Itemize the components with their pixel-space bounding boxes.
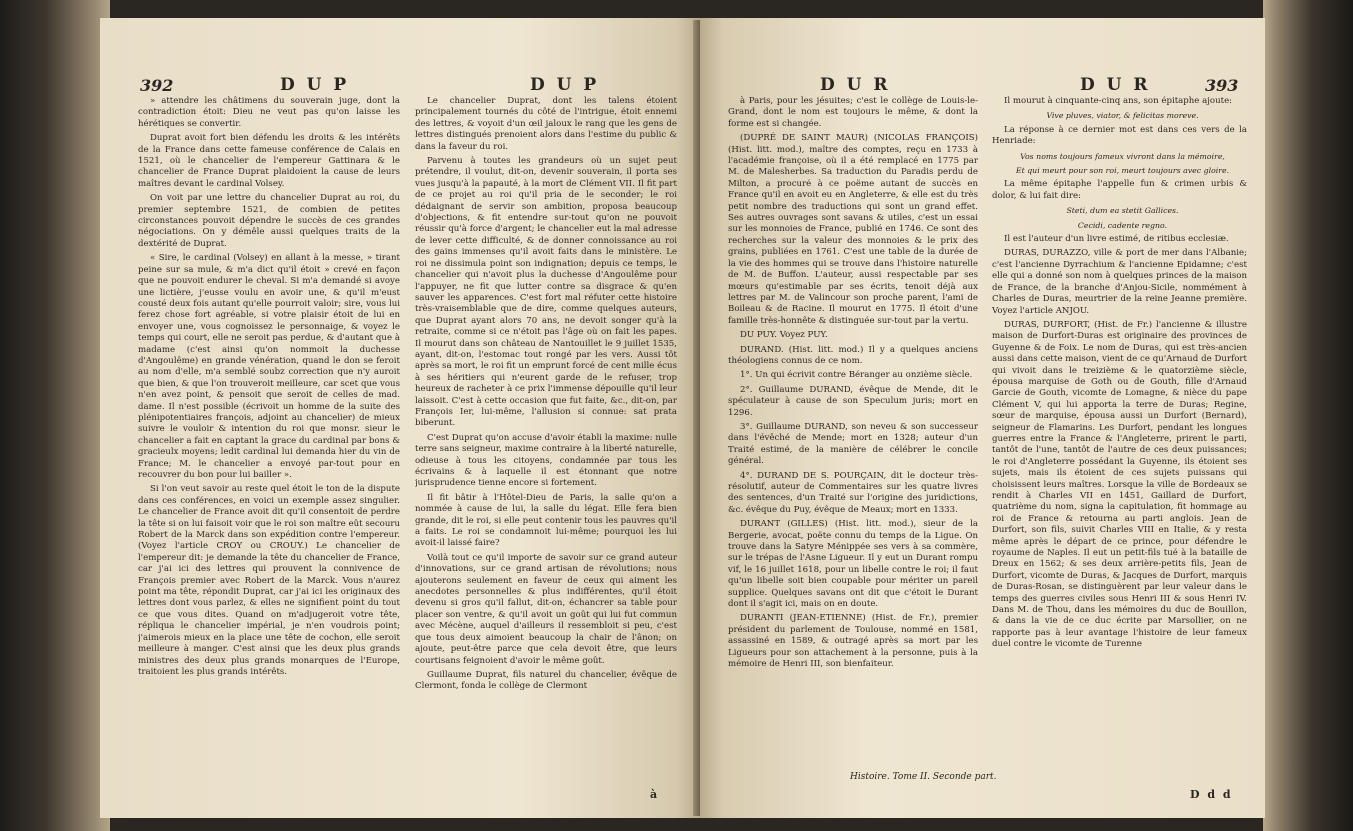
running-head-left: D U R [820, 75, 891, 95]
paragraph: « Sire, le cardinal (Volsey) en allant à la messe, » tirant peine sur sa mule, & m'a dict qu'il étoit » crevé en façon que ne pouvoit endurer le cheval. Si m'a demandé si avoye une lictière, j'eusse voulu en avoir une, & qu'il m'eust cousté deux fois autant qu'elle pourroit valoir; sire, vous lui ferez chose fort agréable, si votre plaisir étoit de lui en envoyer une, vous cognoissez le personnaige, & voyez le temps qui court, elle ne seroit pas perdue, & d'autant que à madame (c'est ainsi qu'on nommoit la duchesse d'Angoulême) en grande vénération, quand le don se feroit au nom d'elle, m'a semblé soubz correction que n'y auroit que bien, & que l'on trouveroit meilleure, car scet que vous n'en avez point, & pensoit que seroit de celles de mad. dame. Il n'est possible (écrivoit un homme de la suite des plénipotentiaires françois, adjoint au chancelier) de mieux suivre le vouloir & intention du roi que monsr. sieur le chancelier a fait en captant la grace du cardinal par bons & gracieulx moyens; ledit cardinal lui demanda hier du vin de France; M. le chancelier a envoyé par-tout pour en recouvrer du bon pour lui bailler ». [138, 253, 400, 480]
paragraph: On voit par une lettre du chancelier Duprat au roi, du premier septembre 1521, de combien de petites circonstances pouvoit dépendre le succès de ces grandes négociations. On y démêle aussi quelques traits de la dextérité de Duprat. [138, 193, 400, 249]
paragraph: Duprat avoit fort bien défendu les droits & les intérêts de la France dans cette fameuse conférence de Calais en 1521, où le chancelier de l'empereur Gattinara & le chancelier de France Duprat plaidoient la cause de leurs maîtres devant le cardinal Volsey. [138, 133, 400, 189]
paragraph: Il fit bâtir à l'Hôtel-Dieu de Paris, la salle qu'on a nommée à cause de lui, la salle du légat. Elle fera bien grande, dit le roi, si elle peut contenir tous les pauvres qu'il a faits. Le roi se condamnoit lui-même; pourquoi les lui avoit-il laissé faire? [415, 492, 677, 549]
page-number: 392 [140, 76, 174, 95]
paragraph: DURAS, DURFORT, (Hist. de Fr.) l'ancienne & illustre maison de Durfort-Duras est originaire des provinces de Guyenne & de Foix. Le nom de Duras, qui est très-ancien aussi dans cette maison, vient de ce qu'Arnaud de Durfort qui vivoit dans le treizième & le quatorzième siècle, épousa marquise de Goth ou de Gouth, fille d'Arnaud Garcie de Gouth, vicomte de Lomagne, & nièce du pape Clément V, qui lui apporta la terre de Duras; Regine, sœur de marquise, épousa aussi un Durfort (Bernard), seigneur de Flamarins. Les Durfort, pendant les longues guerres entre la France & l'Angleterre, prirent le parti, tantôt de l'une, tantôt de l'autre de ces deux puissances; le roi d'Angleterre possédant la Guyenne, ils étoient ses sujets, mais ils étoient de ces sujets puissans qui choisissent leurs maîtres. Lorsque la ville de Bordeaux se rendit à Charles VII en 1451, Gaillard de Durfort, quatrième du nom, signa la capitulation, fit hommage au roi de France & retourna au parti anglois. Jean de Durfort, son fils, suivit Charles VIII en Italie, & y resta même après le départ de ce prince, pour défendre le royaume de Naples. Il eut un petit-fils tué à la bataille de Dreux en 1562; & ses deux arrière-petits fils, Jean de Durfort, vicomte de Duras, & Jacques de Durfort, marquis de Duras-Rosan, se distinguèrent par leur valeur dans le temps des guerres civiles sous Henri III & sous Henri IV. Dans M. de Thou, dans les mémoires du duc de Bouillon, & dans la vie de ce duc écrite par Marsollier, on ne rapporte pas à leur avantage l'histoire de leur fameux duel contre le vicomte de Turenne [992, 319, 1247, 650]
paragraph: Parvenu à toutes les grandeurs où un sujet peut prétendre, il voulut, dit-on, devenir souverain, il porta ses vues jusqu'à la papauté, à la mort de Clément VII. Il fit part de ce projet au roi qu'il pria de le seconder; le roi dédaignant de servir son ambition, proposa beaucoup d'objections, & fit entendre sur-tout qu'on ne pouvoit réussir qu'à force d'argent; le chancelier eut la mal adresse de lever cette difficulté, & de donner connoissance au roi des gains immenses qu'il avoit faits dans le ministère. Le roi ne dissimula point son indignation; depuis ce temps, le chancelier qui n'avoit plus la duchesse d'Angoulême pour l'appuyer, ne fit que lutter contre sa disgrace & qu'en sauver les apparences. C'est fort mal réfuter cette histoire très-vraisemblable que de dire, comme quelques auteurs, que Duprat ayant alors 70 ans, ne devoit songer qu'à la retraite, comme si ce n'étoit pas l'âge où on fait les papes. Il mourut dans son château de Nantouillet le 9 juillet 1535, ayant, dit-on, l'estomac tout rongé par les vers. Aussi tôt après sa mort, le roi fit un emprunt forcé de cent mille écus à ses héritiers qui n'eurent garde de le refuser, trop heureux de racheter à ce prix l'immense dépouille qu'il leur laissoit. C'est à cette occasion que fut faite, &c., dit-on, par François Ier, lui-même, l'allusion si connue: sat prata biberunt. [415, 156, 677, 429]
paragraph: C'est Duprat qu'on accuse d'avoir établi la maxime: nulle terre sans seigneur, maxime contraire à la liberté naturelle, odieuse à tous les citoyens, condamnée par tous les écrivains & à laquelle il est étonnant que notre jurisprudence tienne encore si fortement. [415, 432, 677, 489]
paragraph: DU PUY. Voyez PUY. [740, 330, 828, 341]
running-head-left: D U P [280, 75, 350, 95]
paragraph: Voilà tout ce qu'il importe de savoir sur ce grand auteur d'innovations, sur ce grand artisan de révolutions; nous ajouterons seulement en faveur de ceux qui aiment les anecdotes personnelles & plus indifférentes, qu'il étoit devenu si gros qu'il fallut, dit-on, échancrer sa table pour placer son ventre, & qu'il avoit un goût qui lui fut commun avec Mécène, auquel d'ailleurs il ressembloit si peu, c'est que tous deux aimoient beaucoup la chair de l'ânon; on ajoute, peut-être parce que cela devoit être, que leurs courtisans feignoient d'avoir le même goût. [415, 552, 677, 666]
text-column-2 [415, 96, 677, 786]
right-page [700, 18, 1265, 818]
paragraph: La même épitaphe l'appelle fun & crimen urbis & dolor, & lui fait dire: [992, 179, 1247, 201]
paragraph: Vive pluves, viator, & felicitas moreve. [1046, 111, 1199, 121]
paragraph: » attendre les châtimens du souverain juge, dont la contradiction étoit: Dieu ne veut pas qu'on laisse les hérétiques se convertir. [138, 96, 400, 129]
page-number: 393 [1205, 76, 1239, 95]
paragraph: Si l'on veut savoir au reste quel étoit le ton de la dispute dans ces conférences, en voici un exemple assez singulier. Le chancelier de France avoit dit qu'il consentoit de perdre la tête si on lui faisoit voir que le roi son maître eût secouru Robert de la Marck dans son expédition contre l'empereur. (Voyez l'article CROY ou CROUY.) Le chancelier de l'empereur dit: je demande la tête du chancelier de France, car j'ai ici des lettres qui prouvent la connivence de François premier avec Robert de la Marck. Vous n'aurez point ma tête, répondit Duprat, car j'ai ici les originaux des lettres dont vous parlez, & elles ne signifient point du tout ce que vous dites. Quand on m'adjugeroit votre tête, répliqua le chancelier impérial, je n'en voudrois point; j'aimerois mieux en la place une tête de cochon, elle seroit meilleure à manger. C'est ainsi que les deux plus grands ministres des deux plus grands monarques de l'Europe, traitoient les plus grands intérêts. [138, 484, 400, 677]
text-column-1 [728, 96, 978, 766]
paragraph: DURAND. (Hist. litt. mod.) Il y a quelques anciens théologiens connus de ce nom. [728, 344, 978, 366]
paragraph: Vos noms toujours fameux vivront dans la mémoire, [1020, 151, 1225, 161]
paragraph: (DUPRÉ DE SAINT MAUR) (NICOLAS FRANÇOIS) (Hist. litt. mod.), maître des comptes, reçu en 1733 à l'académie françoise, où il a été remplacé en 1775 par M. de Malesherbes. Sa traduction du Paradis perdu de Milton, a procuré à ce poëme autant de succès en France qu'il en avoit eu en Angleterre, & elle est du très petit nombre des traductions qui sont un grand effet. Ses autres ouvrages sont savans & utiles, c'est un essai sur les monnoies de France, publié en 1746. Ce sont des recherches sur la valeur des monnoies & le prix des grains, publiées en 1761. C'est une table de la durée de la vie des hommes qui se trouve dans l'histoire naturelle de M. de Buffon. L'auteur, aussi respectable par ses mœurs qu'estimable par ses écrits, tenoit déjà aux lettres par M. de Valincour son proche parent, l'ami de Boileau & de Racine. Il mourut en 1775. Il étoit d'une famille très-honnête & distinguée sur-tout par la vertu. [728, 133, 978, 326]
paragraph: DURANT (GILLES) (Hist. litt. mod.), sieur de la Bergerie, avocat, poëte connu du temps de la Ligue. On trouve dans la Satyre Ménippée ses vers à sa commère, sur le trépas de l'Asne Ligueur. Il y eut un Durant rompu vif, le 16 juillet 1618, pour un libelle contre le roi; il faut qu'un libelle soit bien coupable pour mériter un pareil supplice. Quelques savans ont dit que c'étoit le Durant dont il s'agit ici, mais on en doute. [728, 519, 978, 610]
page-footer: Histoire. Tome II. Seconde part. [850, 772, 997, 782]
paragraph: 1°. Un qui écrivit contre Béranger au onzième siècle. [740, 370, 973, 381]
paragraph: La réponse à ce dernier mot est dans ces vers de la Henriade: [992, 124, 1247, 147]
text-column-1 [138, 96, 400, 786]
paragraph: 3°. Guillaume DURAND, son neveu & son successeur dans l'évêché de Mende; mort en 1328; auteur d'un Traité estimé, de la manière de célébrer le concile général. [728, 421, 978, 467]
paragraph: Il est l'auteur d'un livre estimé, de ritibus ecclesiæ. [1004, 234, 1229, 245]
right-book-edge [1263, 0, 1353, 831]
running-head-right: D U R [1080, 75, 1151, 95]
signature-mark: D d d [1190, 788, 1233, 801]
left-book-edge [0, 0, 110, 831]
paragraph: à Paris, pour les jésuites; c'est le collège de Louis-le-Grand, dont le nom est toujours le même, & dont la forme est si changée. [728, 96, 978, 129]
running-head-right: D U P [530, 75, 600, 95]
paragraph: 4°. DURAND DE S. POURÇAIN, dit le docteur très-résolutif, auteur de Commentaires sur les quatre livres des sentences, d'un Traité sur l'origine des juridictions, &c. évêque du Puy, évêque de Meaux; mort en 1333. [728, 470, 978, 515]
paragraph: Guillaume Duprat, fils naturel du chancelier, évêque de Clermont, fonda le collège de Clermont [415, 669, 677, 692]
text-column-2 [992, 96, 1247, 786]
paragraph: Et qui meurt pour son roi, meurt toujours avec gloire. [1015, 166, 1230, 176]
paragraph: DURAS, DURAZZO, ville & port de mer dans l'Albanie; c'est l'ancienne Dyrrachium & l'ancienne Epidamne; c'est elle qui a donné son nom à quelques princes de la maison de France, de la branche d'Anjou-Sicile, nommément à Charles de Duras, meurtrier de la reine Jeanne première. Voyez l'article ANJOU. [992, 248, 1247, 316]
signature-mark: à [650, 788, 660, 801]
paragraph: Cecidi, cadente regno. [1077, 220, 1168, 230]
paragraph: Steti, dum ea stetit Gallices. [1066, 206, 1179, 216]
paragraph: Le chancelier Duprat, dont les talens étoient principalement tournés du côté de l'intrigue, étoit ennemi des lettres, & voyoit d'un œil jaloux le rang que les gens de lettres distingués prenoient alors dans l'estime du public & dans la faveur du roi. [415, 96, 677, 152]
paragraph: Il mourut à cinquante-cinq ans, son épitaphe ajoute: [1004, 96, 1233, 106]
paragraph: DURANTI (JEAN-ETIENNE) (Hist. de Fr.), premier président du parlement de Toulouse, nommé en 1581, assassiné en 1589, & outragé après sa mort par les Ligueurs pour son attachement à la personne, puis à la mémoire de Henri III, son bienfaiteur. [728, 613, 978, 670]
left-page [100, 18, 700, 818]
paragraph: 2°. Guillaume DURAND, évêque de Mende, dit le spéculateur à cause de son Speculum juris; mort en 1296. [728, 384, 978, 418]
